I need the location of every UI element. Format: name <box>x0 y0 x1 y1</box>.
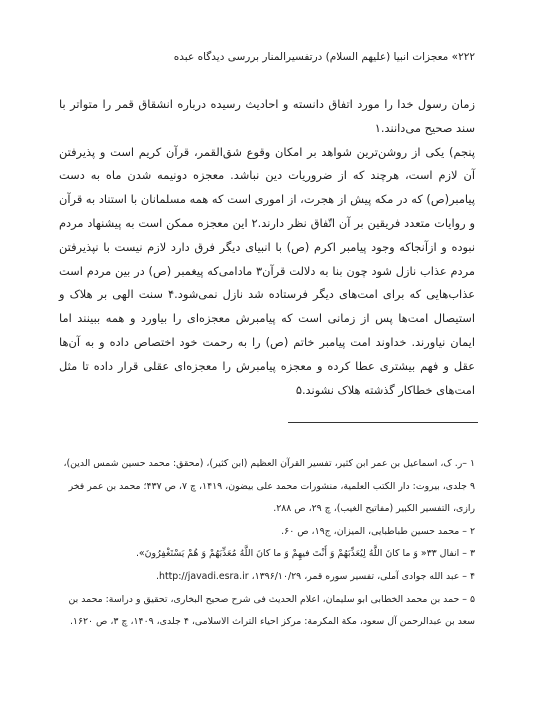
body-line: دیگر فرستاده شد نازل نمی‌شود.۴ سنت الهی بر هلاک و استیصال امت‌ها پس از زمانی است <box>59 287 475 326</box>
body-line: بنا به دلالت قرآن۳ مادامی‌که پیغمبر (ص) در بین مردم است عذاب‌هایی که برای امت‌های <box>59 263 475 302</box>
main-body-text <box>59 93 475 402</box>
body-line: در مکه پیش از هجرت، از اموری است که همه مسلمانان با استناد به قرآن و روایات متعدد <box>59 192 475 230</box>
body-line: پنجم) یکی از روشن‌ترین شواهد بر امکان وقوع شق‌القمر، قرآن کریم است و پذیرفتن آن <box>59 144 475 183</box>
body-line: را معجزه‌ای عقلی قرار داده تا مثل امت‌های خطاکار گذشته هلاک نشوند.۵ <box>59 358 475 397</box>
paragraph-1 <box>59 93 475 141</box>
footnote-line: ۳ – انفال ۳۳« وَ ما کانَ اللَّهُ لِیُعَذِّبَهُمْ وَ أَنْتَ فیهِمْ وَ ما کانَ اللَّهُ مُعَذِّبَهُمْ وَ هُمْ یَسْتَغْفِرُونَ». <box>135 548 475 560</box>
body-line: را به رحمت خود اختصاص داده و به آن‌ها عقل و فهم بیشتری عطا کرده و معجزه پیامبرش <box>59 334 475 373</box>
footnote-line: ۴ – عبد الله جوادی آملی، تفسیر سوره قمر، ۱۳۹۶/۱۰/۲۹، http://javadi.esra.ir. <box>156 570 475 582</box>
body-line: پیامبر اکرم (ص) با انبیای دیگر فرق دارد لازم نیست با نپذیرفتن مردم عذاب نازل شود چون <box>59 239 476 278</box>
footnote-separator <box>288 422 478 423</box>
body-line: زمان رسول خدا را مورد اتفاق دانسته و احادیث رسیده درباره انشقاق قمر را متواتر با سند <box>59 97 475 135</box>
footnote-line: ۲ – محمد حسین طباطبایی، المیزان، ج۱۹، ص ۶۰. <box>281 525 475 537</box>
footnote-line: رازی، التفسیر الکبیر (مفاتیح الغیب)، چ ۲۹، ص ۲۸۸. <box>273 503 475 515</box>
body-line: لازم است، هرچند که از ضروریات دین نباشد. معجزه دونیمه شدن ماه به دست پیامبر(ص) که <box>59 168 475 207</box>
body-line: که پیامبرش معجزه‌ای را بیاورد و همه ببینند اما ایمان نیاورند. خداوند امت پیامبر خاتم (ص) <box>59 311 475 349</box>
footnote-line: سعد بن عبدالرحمن آل سعود، مکة المکرمة: مرکز احیاء التراث الاسلامی، ۴ جلدی، ۱۴۰۹، چ ۳، ص ۱۶۲۰. <box>69 616 475 628</box>
footnotes <box>59 453 475 634</box>
footnote-line: ۹ جلدی، بیروت: دار الکتب العلمیة، منشورات محمد علی بیضون، ۱۴۱۹، چ ۷، ص ۴۳۷؛ محمد بن عمر فخر <box>68 480 475 492</box>
footnote-line: ۵ – حمد بن محمد الخطابی ابو سلیمان، اعلام الحدیث فی شرح صحیح البخاری، تحقیق و دراسة: محمد بن <box>68 593 475 605</box>
running-header: ۲۲۲» معجزات انبیا (علیهم السلام) درتفسیرالمنار بررسی دیدگاه عبده <box>173 51 475 63</box>
paragraph-2 <box>59 141 475 403</box>
body-line: صحیح می‌دانند.۱ <box>374 120 453 135</box>
body-line: فریقین بر آن اتّفاق نظر دارند.۲ این معجزه ممکن است به پیشنهاد مردم نبوده و ازآنجاکه وجود <box>59 215 476 254</box>
footnote-line: ۱ –ر. ک، اسماعیل بن عمر ابن کثیر، تفسیر القرآن العظیم (ابن کثیر)، (محقق: محمد حسین شمس الدین)، <box>63 458 475 469</box>
